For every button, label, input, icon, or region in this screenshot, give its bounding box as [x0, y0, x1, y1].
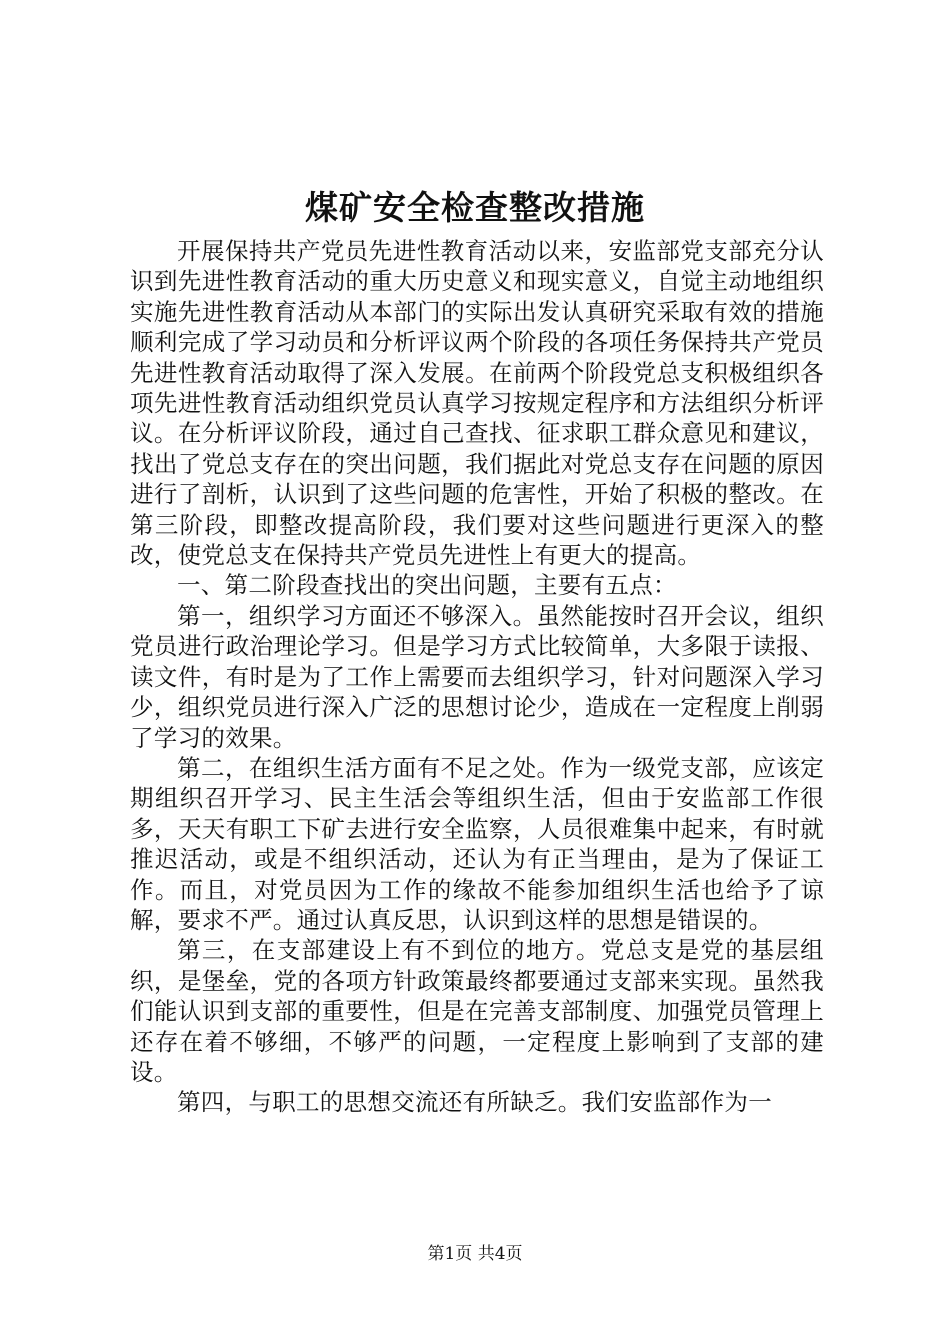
paragraph-point-3: 第三，在支部建设上有不到位的地方。党总支是党的基层组织，是堡垒，党的各项方针政策最终都要通过支部来实现。虽然我们能认识到支部的重要性，但是在完善支部制度、加强党员管理上还存在着不够细，不够严的问题，一定程度上影响到了支部的建设。 — [130, 936, 824, 1086]
paragraph-section-heading: 一、第二阶段查找出的突出问题，主要有五点： — [177, 571, 677, 600]
paragraph-point-1: 第一，组织学习方面还不够深入。虽然能按时召开会议，组织党员进行政治理论学习。但是学习方式比较简单，大多限于读报、读文件，有时是为了工作上需要而去组织学习，针对问题深入学习少，组织党员进行深入广泛的思想讨论少，造成在一定程度上削弱了学习的效果。 — [130, 601, 824, 752]
page-number-footer: 第1页 共4页 — [427, 1244, 523, 1264]
paragraph-point-4: 第四，与职工的思想交流还有所缺乏。我们安监部作为一 — [177, 1088, 772, 1117]
document-title: 煤矿安全检查整改措施 — [305, 188, 645, 227]
document-body — [130, 236, 824, 1118]
paragraph-point-2: 第二，在组织生活方面有不足之处。作为一级党支部，应该定期组织召开学习、民主生活会等组织生活，但由于安监部工作很多，天天有职工下矿去进行安全监察，人员很难集中起来，有时就推迟活动，或是不组织活动，还认为有正当理由，是为了保证工作。而且，对党员因为工作的缘故不能参加组织生活也给予了谅解，要求不严。通过认真反思，认识到这样的思想是错误的。 — [130, 753, 824, 934]
paragraph-intro: 开展保持共产党员先进性教育活动以来，安监部党支部充分认识到先进性教育活动的重大历史意义和现实意义，自觉主动地组织实施先进性教育活动从本部门的实际出发认真研究采取有效的措施顺利完成了学习动员和分析评议两个阶段的各项任务保持共产党员先进性教育活动取得了深入发展。在前两个阶段党总支积极组织各项先进性教育活动组织党员认真学习按规定程序和方法组织分析评议。在分析评议阶段，通过自己查找、征求职工群众意见和建议，找出了党总支存在的突出问题，我们据此对党总支存在问题的原因进行了剖析，认识到了这些问题的危害性，开始了积极的整改。在第三阶段，即整改提高阶段，我们要对这些问题进行更深入的整改，使党总支在保持共产党员先进性上有更大的提高。 — [130, 237, 824, 570]
